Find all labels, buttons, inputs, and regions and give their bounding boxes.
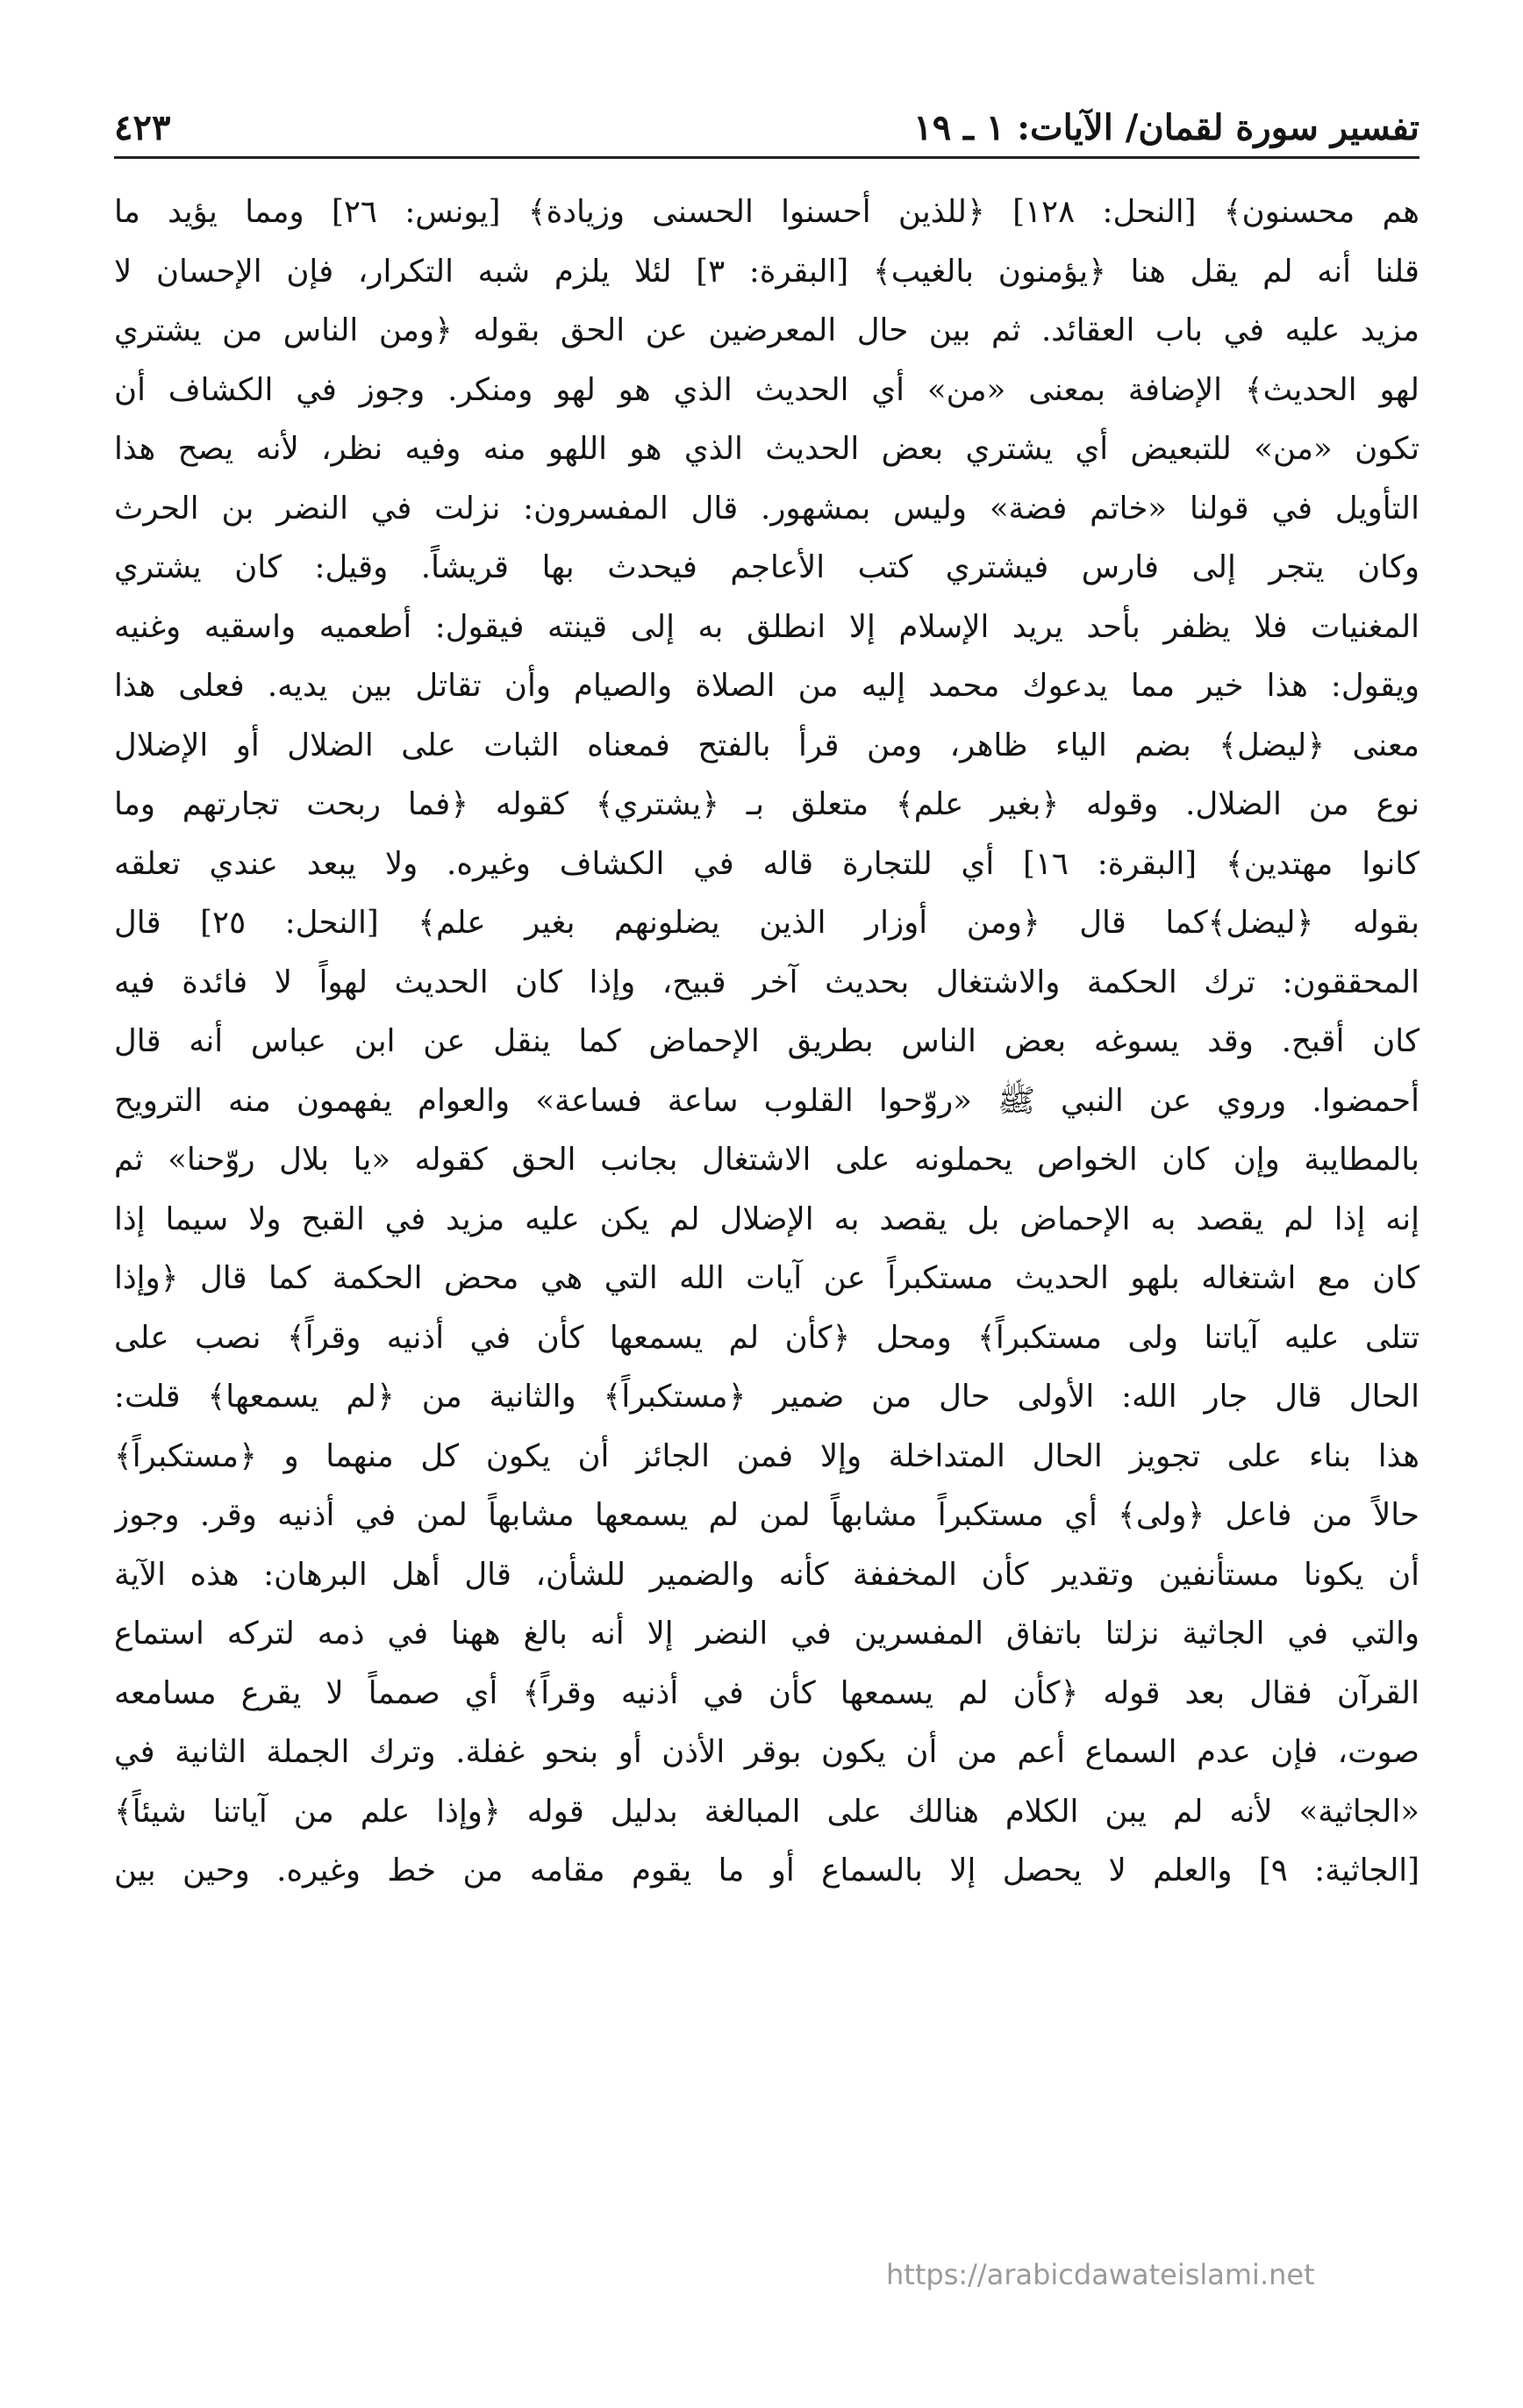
text-line: «الجاثية» لأنه لم يبن الكلام هنالك على المبالغة بدليل قوله ﴿وإذا علم من آياتنا شيئاً﴾ <box>114 1793 1419 1830</box>
text-line: القرآن فقال بعد قوله ﴿كأن لم يسمعها كأن في أذنيه وقراً﴾ أي صمماً لا يقرع مسامعه <box>114 1674 1419 1711</box>
text-line: هذا بناء على تجويز الحال المتداخلة وإلا فمن الجائز أن يكون كل منهما و ﴿مستكبراً﴾ <box>114 1437 1419 1474</box>
text-line: أن يكونا مستأنفين وتقدير كأن المخففة كأنه والضمير للشأن، قال أهل البرهان: هذه الآية <box>114 1556 1419 1593</box>
text-line: المحققون: ترك الحكمة والاشتغال بحديث آخر قبيح، وإذا كان الحديث لهواً لا فائدة فيه <box>114 964 1419 1000</box>
text-line: التأويل في قولنا «خاتم فضة» وليس بمشهور. قال المفسرون: نزلت في النضر بن الحرث <box>114 490 1419 527</box>
text-line: معنى ﴿ليضل﴾ بضم الياء ظاهر، ومن قرأ بالفتح فمعناه الثبات على الضلال أو الإضلال <box>114 727 1419 763</box>
text-line: أحمضوا. وروي عن النبي ﷺ «روّحوا القلوب ساعة فساعة» والعوام يفهمون منه الترويح <box>114 1082 1419 1119</box>
text-line: ويقول: هذا خير مما يدعوك محمد إليه من الصلاة والصيام وأن تقاتل بين يديه. فعلى هذا <box>114 668 1419 704</box>
page-header <box>114 98 1419 160</box>
text-line: تكون «من» للتبعيض أي يشتري بعض الحديث الذي هو اللهو منه وفيه نظر، لأنه يصح هذا <box>114 431 1419 467</box>
text-line: قلنا أنه لم يقل هنا ﴿يؤمنون بالغيب﴾ [البقرة: ٣] لئلا يلزم شبه التكرار، فإن الإحسان لا <box>114 253 1419 290</box>
watermark-url: https://arabicdawateislami.net <box>886 2258 1315 2291</box>
text-line: نوع من الضلال. وقوله ﴿بغير علم﴾ متعلق بـ ﴿يشتري﴾ كقوله ﴿فما ربحت تجارتهم وما <box>114 786 1419 822</box>
text-line: بقوله ﴿ليضل﴾كما قال ﴿ومن أوزار الذين يضلونهم بغير علم﴾ [النحل: ٢٥] قال <box>114 905 1419 941</box>
text-line: تتلى عليه آياتنا ولى مستكبراً﴾ ومحل ﴿كأن لم يسمعها كأن في أذنيه وقراً﴾ نصب على <box>114 1319 1419 1356</box>
text-line: لهو الحديث﴾ الإضافة بمعنى «من» أي الحديث الذي هو لهو ومنكر. وجوز في الكشاف أن <box>114 371 1419 408</box>
page-number: ٤٢٣ <box>114 107 171 148</box>
text-line: [الجاثية: ٩] والعلم لا يحصل إلا بالسماع أو ما يقوم مقامه من خط وغيره. وحين بين <box>114 1853 1419 1888</box>
body-text <box>114 183 1419 1901</box>
text-line: المغنيات فلا يظفر بأحد يريد الإسلام إلا انطلق به إلى قينته فيقول: أطعميه واسقيه وغنيه <box>114 608 1419 645</box>
text-line: هم محسنون﴾ [النحل: ١٢٨] ﴿للذين أحسنوا الحسنى وزيادة﴾ [يونس: ٢٦] ومما يؤيد ما <box>114 194 1419 230</box>
text-line: الحال قال جار الله: الأولى حال من ضمير ﴿مستكبراً﴾ والثانية من ﴿لم يسمعها﴾ قلت: <box>114 1379 1419 1415</box>
text-line: وكان يتجر إلى فارس فيشتري كتب الأعاجم فيحدث بها قريشاً. وقيل: كان يشتري <box>114 549 1419 585</box>
text-line: كان أقبح. وقد يسوغه بعض الناس بطريق الإحماض كما ينقل عن ابن عباس أنه قال <box>114 1023 1419 1059</box>
text-line: والتي في الجاثية نزلتا باتفاق المفسرين في النضر إلا أنه بالغ ههنا في ذمه لتركه استماع <box>114 1616 1419 1652</box>
text-line: حالاً من فاعل ﴿ولى﴾ أي مستكبراً مشابهاً لمن لم يسمعها مشابهاً لمن في أذنيه وقر. وجوز <box>114 1497 1419 1533</box>
text-line: مزيد عليه في باب العقائد. ثم بين حال المعرضين عن الحق بقوله ﴿ومن الناس من يشتري <box>114 312 1419 348</box>
text-line: كان مع اشتغاله بلهو الحديث مستكبراً عن آيات الله التي هي محض الحكمة كما قال ﴿وإذا <box>114 1260 1419 1296</box>
text-line: كانوا مهتدين﴾ [البقرة: ١٦] أي للتجارة قاله في الكشاف وغيره. ولا يبعد عندي تعلقه <box>114 845 1419 882</box>
text-line: صوت، فإن عدم السماع أعم من أن يكون بوقر الأذن أو بنحو غفلة. وترك الجملة الثانية في <box>114 1734 1419 1770</box>
header-rule <box>114 156 1419 159</box>
running-title: تفسير سورة لقمان/ الآيات: ١ ـ ١٩ <box>913 107 1419 148</box>
text-line: بالمطايبة وإن كان الخواص يحملونه على الاشتغال بجانب الحق كقوله «يا بلال روّحنا» ثم <box>114 1142 1419 1178</box>
text-line: إنه إذا لم يقصد به الإحماض بل يقصد به الإضلال لم يكن عليه مزيد في القبح ولا سيما إذا <box>114 1200 1419 1237</box>
